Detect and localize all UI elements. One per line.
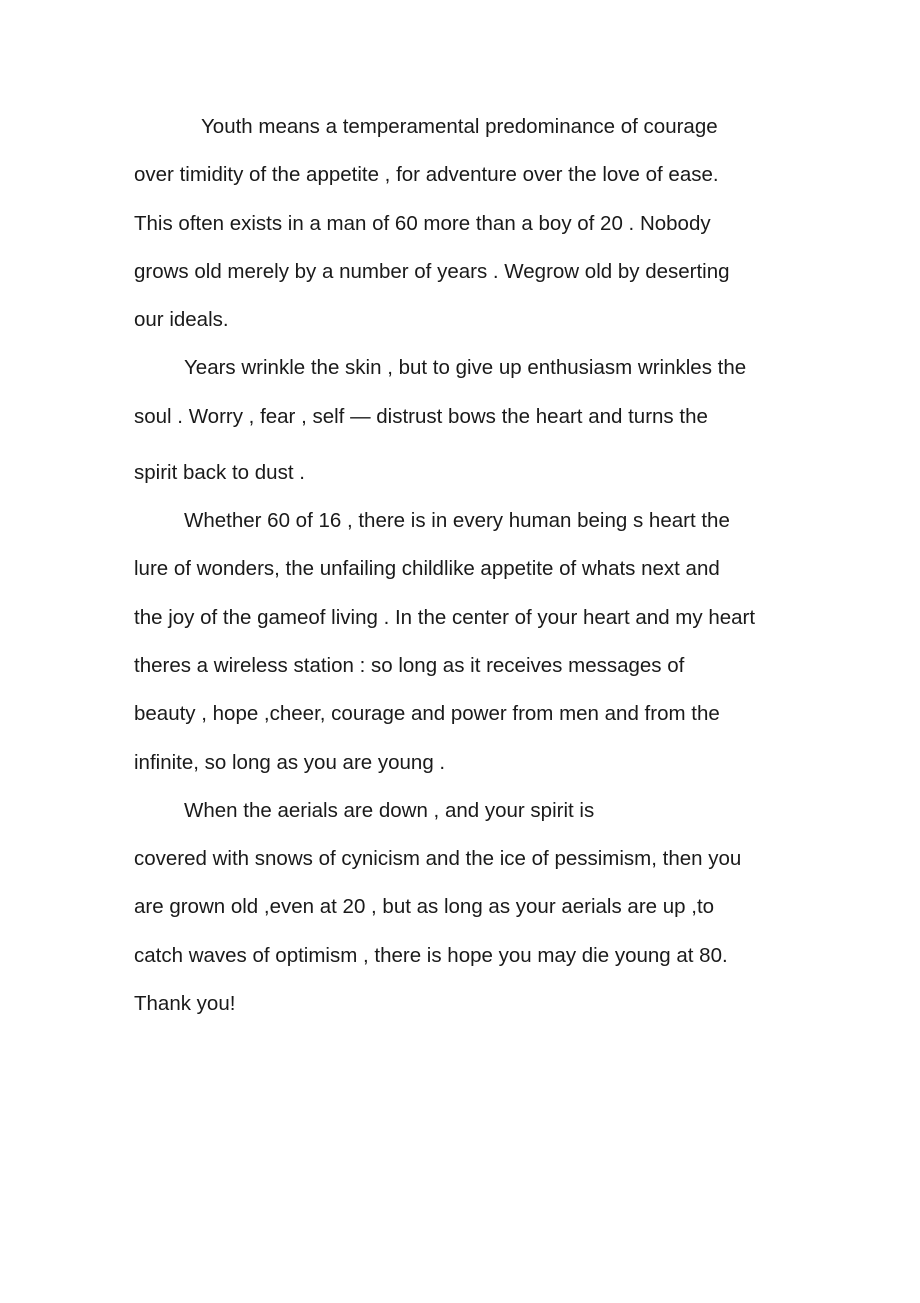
text-line: This often exists in a man of 60 more than a boy of 20 . Nobody xyxy=(134,211,711,235)
text-line: lure of wonders, the unfailing childlike appetite of whats next and xyxy=(134,557,720,581)
text-line: theres a wireless station : so long as it receives messages of xyxy=(134,653,685,677)
text-line: beauty , hope ,cheer, courage and power from men and from the xyxy=(134,702,720,726)
paragraph-4 xyxy=(134,790,804,1031)
text-line: are grown old ,even at 20 , but as long as your aerials are up ,to xyxy=(134,895,715,919)
text-line: infinite, so long as you are young . xyxy=(134,750,446,774)
text-line: the joy of the gameof living . In the center of your heart and my heart xyxy=(134,605,756,629)
text-line: Youth means a temperamental predominance of courage xyxy=(201,115,718,138)
paragraph-1 xyxy=(134,106,804,347)
text-line: covered with snows of cynicism and the ice of pessimism, then you xyxy=(134,847,742,871)
text-line: over timidity of the appetite , for adventure over the love of ease. xyxy=(134,163,719,187)
text-line: Years wrinkle the skin , but to give up enthusiasm wrinkles the xyxy=(184,356,747,380)
paragraph-2 xyxy=(134,347,804,500)
text-line: our ideals. xyxy=(134,308,229,332)
paragraph-3 xyxy=(134,500,804,790)
closing-line: Thank you! xyxy=(134,992,236,1016)
text-line: soul . Worry , fear , self — distrust bows the heart and turns the xyxy=(134,404,708,428)
text-line: spirit back to dust . xyxy=(134,460,305,484)
text-line: grows old merely by a number of years . Wegrow old by deserting xyxy=(134,259,730,283)
text-line: catch waves of optimism , there is hope you may die young at 80. xyxy=(134,943,728,967)
text-line: Whether 60 of 16 , there is in every human being s heart the xyxy=(184,509,730,533)
document-body xyxy=(134,106,804,1031)
text-line: When the aerials are down , and your spirit is xyxy=(184,798,595,822)
